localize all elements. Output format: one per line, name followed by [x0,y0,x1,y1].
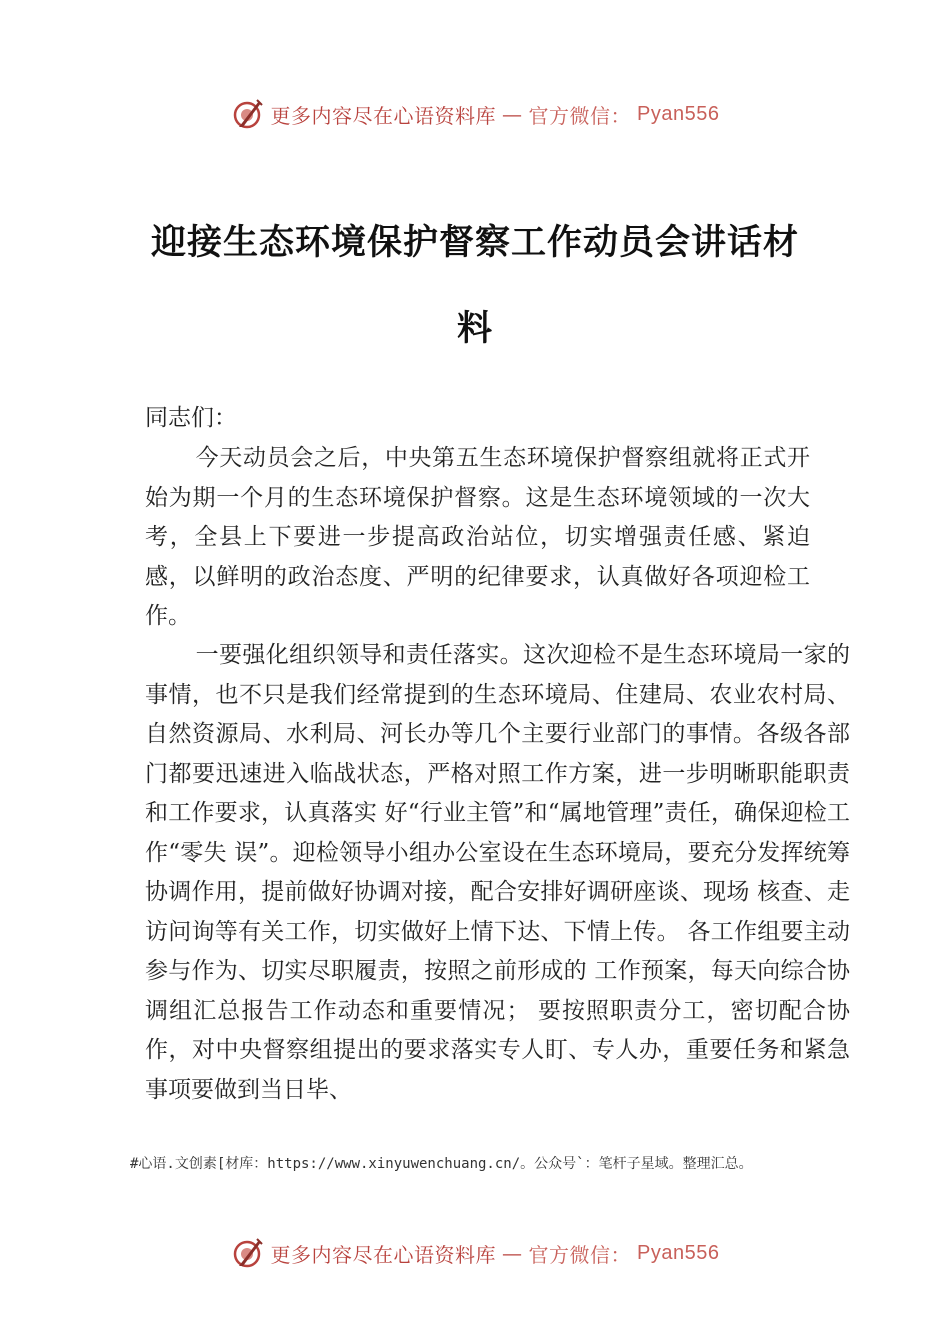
banner-separator: — [502,1241,523,1265]
quill-seal-icon [231,97,265,131]
footer-banner [0,1233,950,1273]
banner-separator: — [502,102,523,126]
banner-wechat-label: 官方微信： [528,103,632,128]
banner-text: 更多内容尽在心语资料库 [270,1242,497,1267]
body-paragraph: 一要强化组织领导和责任落实。这次迎检不是生态环境局一家的事情，也不只是我们经常提到的生态环境局、住建局、农业农村局、自然资源局、水利局、河长办等几个主要行业部门的事情。各级各部门都要迅速进入临战状态，严格对照工作方案，进一步明晰职能职责和工作要求，认真落实 好“行业主管”和“属地管理”责任，确保迎检工作“零失 误”。迎检领导小组办公室设在生态环境局，要充分发挥统筹 协调作用，提前做好协调对接，配合安排好调研座谈、现场 核查、走访问询等有关工作，切实做好上情下达、下情上传。 各工作组要主动参与作为、切实尽职履责，按照之前形成的 工作预案，每天向综合协调组汇总报告工作动态和重要情况； 要按照职责分工，密切配合协作，对中央督察组提出的要求落实专人盯、专人办，重要任务和紧急事项要做到当日毕、 [145,642,850,1103]
salutation: 同志们： [145,405,237,431]
banner-text: 更多内容尽在心语资料库 [270,103,497,128]
body-paragraph: 今天动员会之后，中央第五生态环境保护督察组就将正式开始为期一个月的生态环境保护督察。这是生态环境领域的一次大考，全县上下要进一步提高政治站位，切实增强责任感、紧迫感，以鲜明的政治态度、严明的纪律要求，认真做好各项迎检工作。 [145,445,810,629]
document-title: 迎接生态环境保护督察工作动员会讲话材料 [150,222,799,349]
quill-seal-icon [231,1236,265,1270]
banner-wechat-label: 官方微信： [528,1242,632,1267]
banner-wechat-id: Pyan556 [637,1241,720,1264]
banner-wechat-id: Pyan556 [637,102,720,125]
source-footnote: #心语.文创素[材库：https://www.xinyuwenchuang.cn/。公众号`：笔杆子星域。整理汇总。 [130,1156,753,1172]
header-banner [0,94,950,134]
